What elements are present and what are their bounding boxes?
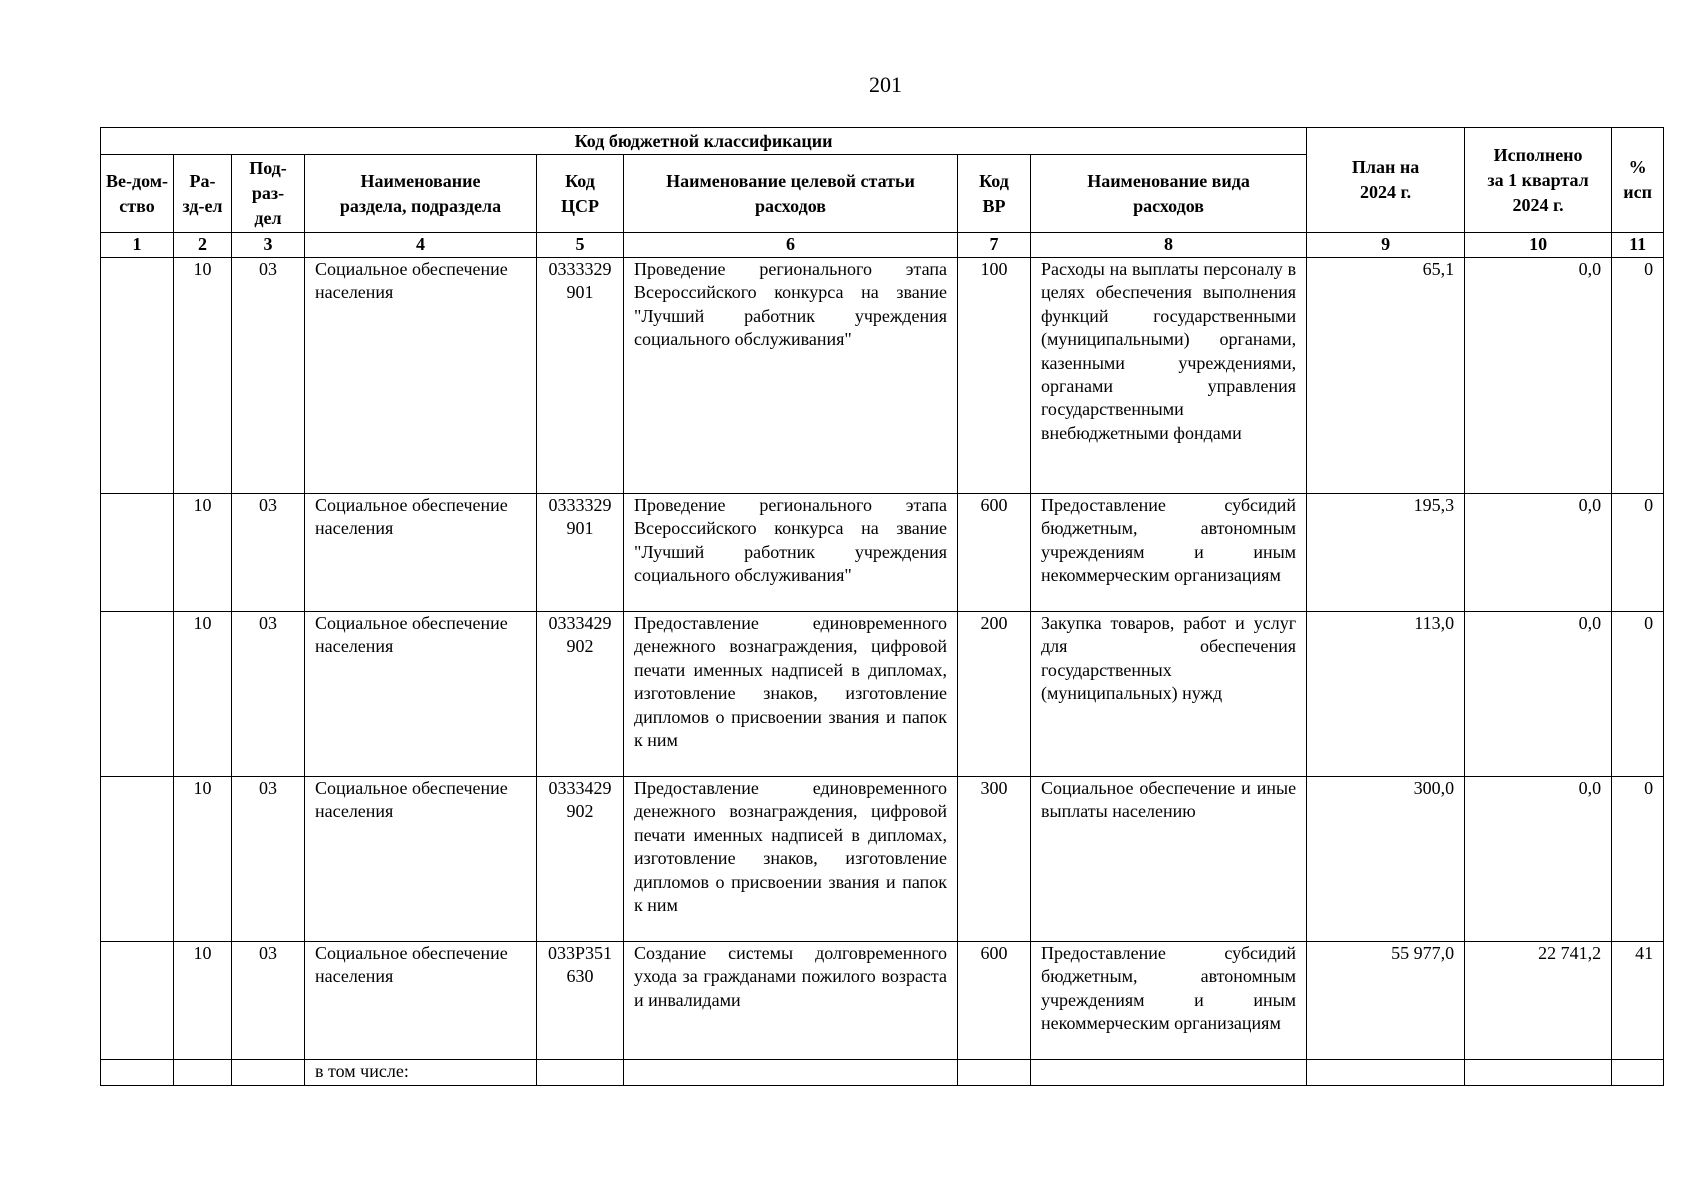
cell-section-name: Социальное обеспечение населения (305, 612, 537, 777)
header-podrazdel: Под-раз-дел (232, 155, 305, 233)
cell-target-name: Предоставление единовременного денежного вознаграждения, цифровой печати именных надписей в дипломах, изготовление знаков, изготовление дипломов о присвоении звания и папок к ним (624, 612, 958, 777)
column-number: 3 (232, 233, 305, 258)
column-number: 9 (1307, 233, 1465, 258)
cell-executed: 0,0 (1465, 494, 1612, 612)
cell-section-name: Социальное обеспечение населения (305, 942, 537, 1060)
cell-empty (1465, 1060, 1612, 1086)
header-percent: % исп (1612, 128, 1664, 233)
cell-vr-code: 600 (958, 942, 1031, 1060)
cell-razdel: 10 (174, 612, 232, 777)
column-number: 1 (101, 233, 174, 258)
header-razdel: Ра-зд-ел (174, 155, 232, 233)
table-row (101, 612, 1664, 777)
header-vr-name: Наименование вида расходов (1031, 155, 1307, 233)
cell-vr-code: 300 (958, 777, 1031, 942)
cell-percent: 41 (1612, 942, 1664, 1060)
cell-executed: 0,0 (1465, 258, 1612, 494)
table-row (101, 258, 1664, 494)
cell-vedomstvo (101, 942, 174, 1060)
cell-section-name: Социальное обеспечение населения (305, 777, 537, 942)
cell-csr-code: 0333329901 (537, 494, 624, 612)
cell-podrazdel: 03 (232, 777, 305, 942)
header-vr-code: Код ВР (958, 155, 1031, 233)
cell-plan: 113,0 (1307, 612, 1465, 777)
cell-empty (958, 1060, 1031, 1086)
cell-razdel: 10 (174, 777, 232, 942)
cell-vr-code: 200 (958, 612, 1031, 777)
cell-razdel: 10 (174, 942, 232, 1060)
header-budget-code-group: Код бюджетной классификации (101, 128, 1307, 155)
cell-vr-name: Предоставление субсидий бюджетным, автономным учреждениям и иным некоммерческим организациям (1031, 494, 1307, 612)
cell-vedomstvo (101, 612, 174, 777)
cell-plan: 300,0 (1307, 777, 1465, 942)
header-csr-code: Код ЦСР (537, 155, 624, 233)
column-number: 4 (305, 233, 537, 258)
header-row-group (101, 128, 1664, 155)
table-row (101, 777, 1664, 942)
cell-target-name: Проведение регионального этапа Всероссийского конкурса на звание "Лучший работник учреждения социального обслуживания" (624, 494, 958, 612)
cell-vedomstvo (101, 777, 174, 942)
column-number: 10 (1465, 233, 1612, 258)
table-row (101, 942, 1664, 1060)
cell-target-name: Создание системы долговременного ухода за гражданами пожилого возраста и инвалидами (624, 942, 958, 1060)
column-number: 11 (1612, 233, 1664, 258)
column-number: 5 (537, 233, 624, 258)
table-row (101, 494, 1664, 612)
cell-podrazdel: 03 (232, 612, 305, 777)
cell-plan: 65,1 (1307, 258, 1465, 494)
column-number: 2 (174, 233, 232, 258)
cell-section-name: Социальное обеспечение населения (305, 258, 537, 494)
cell-percent: 0 (1612, 777, 1664, 942)
cell-empty (1307, 1060, 1465, 1086)
table-row-including (101, 1060, 1664, 1086)
column-number: 8 (1031, 233, 1307, 258)
cell-vr-name: Закупка товаров, работ и услуг для обеспечения государственных (муниципальных) нужд (1031, 612, 1307, 777)
header-plan: План на 2024 г. (1307, 128, 1465, 233)
cell-target-name: Предоставление единовременного денежного вознаграждения, цифровой печати именных надписей в дипломах, изготовление знаков, изготовление дипломов о присвоении звания и папок к ним (624, 777, 958, 942)
cell-executed: 22 741,2 (1465, 942, 1612, 1060)
cell-empty (174, 1060, 232, 1086)
cell-section-name: Социальное обеспечение населения (305, 494, 537, 612)
cell-podrazdel: 03 (232, 942, 305, 1060)
header-section-name: Наименование раздела, подраздела (305, 155, 537, 233)
cell-csr-code: 033Р351630 (537, 942, 624, 1060)
cell-executed: 0,0 (1465, 612, 1612, 777)
cell-vedomstvo (101, 494, 174, 612)
cell-vr-code: 100 (958, 258, 1031, 494)
cell-plan: 195,3 (1307, 494, 1465, 612)
cell-executed: 0,0 (1465, 777, 1612, 942)
cell-empty (1031, 1060, 1307, 1086)
cell-csr-code: 0333329901 (537, 258, 624, 494)
cell-percent: 0 (1612, 494, 1664, 612)
header-target-name: Наименование целевой статьи расходов (624, 155, 958, 233)
column-number: 6 (624, 233, 958, 258)
cell-razdel: 10 (174, 494, 232, 612)
header-executed: Исполнено за 1 квартал 2024 г. (1465, 128, 1612, 233)
budget-table (100, 127, 1664, 1086)
cell-vedomstvo (101, 258, 174, 494)
cell-vr-name: Социальное обеспечение и иные выплаты населению (1031, 777, 1307, 942)
cell-percent: 0 (1612, 612, 1664, 777)
cell-podrazdel: 03 (232, 258, 305, 494)
cell-vr-name: Предоставление субсидий бюджетным, автономным учреждениям и иным некоммерческим организациям (1031, 942, 1307, 1060)
cell-including-label: в том числе: (305, 1060, 537, 1086)
cell-empty (537, 1060, 624, 1086)
page-number: 201 (869, 72, 902, 97)
cell-razdel: 10 (174, 258, 232, 494)
cell-plan: 55 977,0 (1307, 942, 1465, 1060)
cell-empty (624, 1060, 958, 1086)
cell-target-name: Проведение регионального этапа Всероссийского конкурса на звание "Лучший работник учреждения социального обслуживания" (624, 258, 958, 494)
cell-podrazdel: 03 (232, 494, 305, 612)
cell-percent: 0 (1612, 258, 1664, 494)
column-number-row (101, 233, 1664, 258)
column-number: 7 (958, 233, 1031, 258)
cell-csr-code: 0333429902 (537, 777, 624, 942)
header-vedomstvo: Ве-дом-ство (101, 155, 174, 233)
cell-empty (101, 1060, 174, 1086)
cell-empty (232, 1060, 305, 1086)
cell-vr-name: Расходы на выплаты персоналу в целях обеспечения выполнения функций государственными (муниципальными) органами, казенными учреждениями, органами управления государственными внебюджетными фондами (1031, 258, 1307, 494)
cell-csr-code: 0333429902 (537, 612, 624, 777)
cell-empty (1612, 1060, 1664, 1086)
cell-vr-code: 600 (958, 494, 1031, 612)
